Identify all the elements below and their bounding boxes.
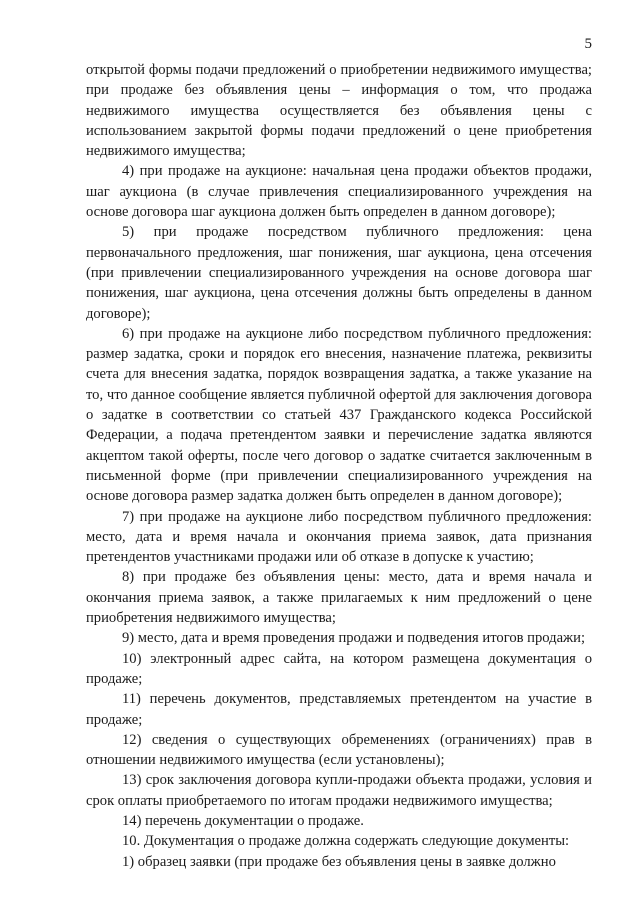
paragraph-item-11: 11) перечень документов, представляемых претендентом на участие в продаже; bbox=[86, 691, 592, 728]
paragraph-item-8: 8) при продаже без объявления цены: место, дата и время начала и окончания приема заявок, а также прилагаемых к ним предложений о цене приобретения недвижимого имущества; bbox=[86, 569, 592, 627]
paragraph-section-10: 10. Документация о продаже должна содержать следующие документы: bbox=[122, 833, 570, 850]
paragraph-item-13: 13) срок заключения договора купли-продажи объекта продажи, условия и срок оплаты приобретаемого по итогам продажи недвижимого имущества; bbox=[86, 772, 592, 809]
paragraph-subitem-1: 1) образец заявки (при продаже без объявления цены в заявке должно bbox=[122, 853, 556, 870]
document-body bbox=[86, 60, 592, 872]
paragraph-item-4: 4) при продаже на аукционе: начальная цена продажи объектов продажи, шаг аукциона (в случае привлечения специализированного учреждения на основе договора шаг аукциона должен быть определен в данном договоре); bbox=[86, 163, 592, 221]
paragraph-item-12: 12) сведения о существующих обременениях (ограничениях) прав в отношении недвижимого имущества (если установлены); bbox=[86, 731, 592, 769]
paragraph-item-9: 9) место, дата и время проведения продажи и подведения итогов продажи; bbox=[122, 630, 585, 647]
paragraph-item-5: 5) при продаже посредством публичного предложения: цена первоначального предложения, шаг понижения, шаг аукциона, цена отсечения (при привлечении специализированного учреждения на основе договора шаг понижения, шаг аукциона, цена отсечения должны быть определены в данном договоре); bbox=[86, 224, 592, 322]
paragraph-item-14: 14) перечень документации о продаже. bbox=[122, 812, 364, 829]
paragraph-item-10: 10) электронный адрес сайта, на котором размещена документация о продаже; bbox=[86, 650, 592, 687]
paragraph-continuation: открытой формы подачи предложений о приобретении недвижимого имущества; при продаже без объявления цены – информация о том, что продажа недвижимого имущества осуществляется без объявления цены с использованием закрытой формы подачи предложений о цене приобретения недвижимого имущества; bbox=[86, 62, 592, 160]
paragraph-item-7: 7) при продаже на аукционе либо посредством публичного предложения: место, дата и время начала и окончания приема заявок, дата признания претендентов участниками продажи или об отказе в допуске к участию; bbox=[86, 508, 592, 566]
page-number: 5 bbox=[584, 36, 592, 52]
paragraph-item-6: 6) при продаже на аукционе либо посредством публичного предложения: размер задатка, сроки и порядок его внесения, назначение платежа, реквизиты счета для внесения задатка, порядок возвращения задатка, а также указание на то, что данное сообщение является публичной офертой для заключения договора о задатке в соответствии со статьей 437 Гражданского кодекса Российской Федерации, а подача претендентом заявки и перечисление задатка являются акцептом такой оферты, после чего договор о задатке считается заключенным в письменной форме (при привлечении специализированного учреждения на основе договора размер задатка должен быть определен в данном договоре); bbox=[86, 325, 592, 505]
